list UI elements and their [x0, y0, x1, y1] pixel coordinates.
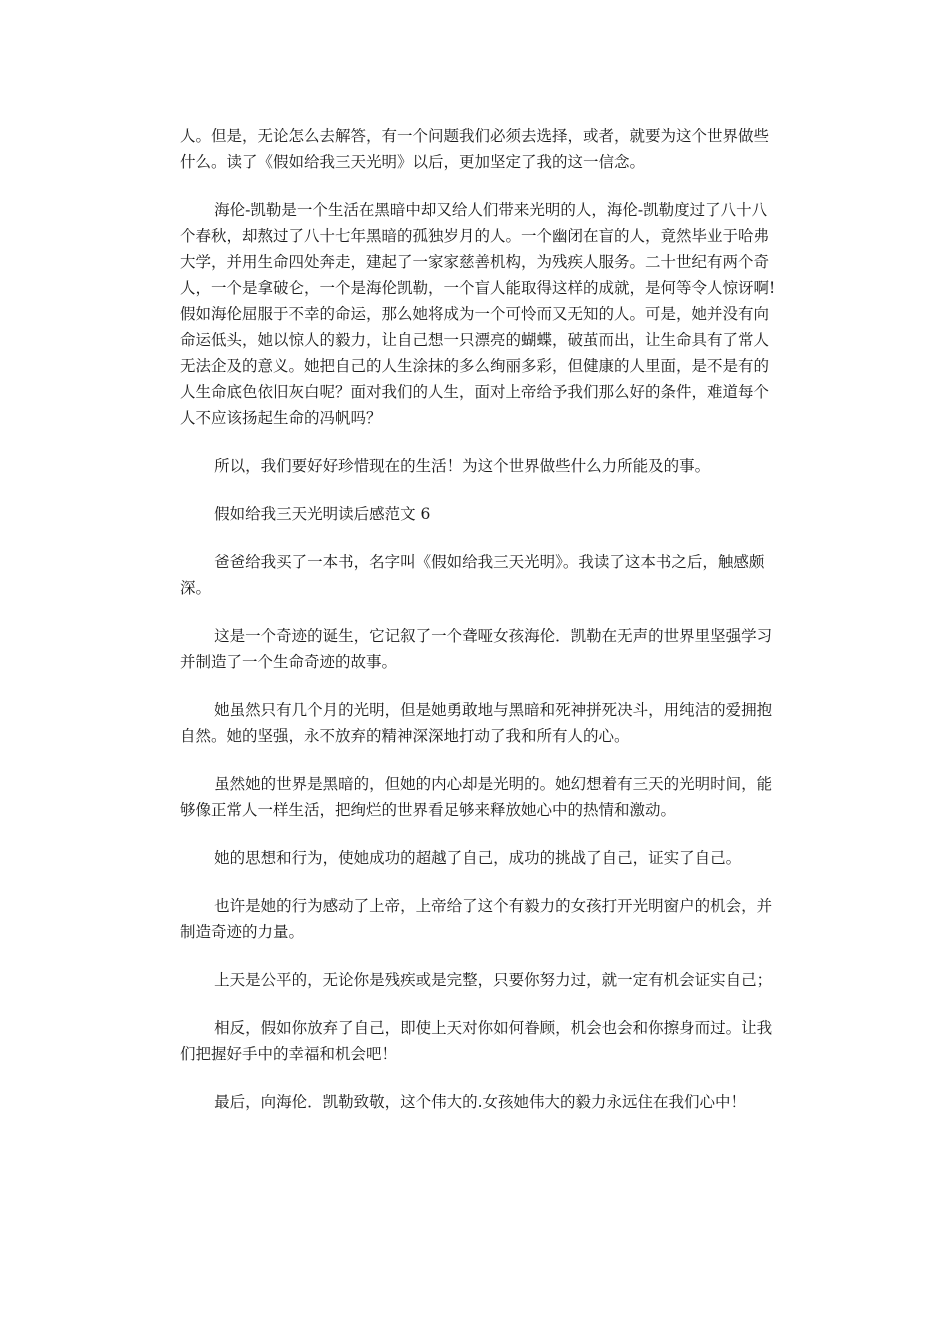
paragraph-8: 虽然她的世界是黑暗的，但她的内心却是光明的。她幻想着有三天的光明时间，能够像正常人一样生活，把绚烂的世界看足够来释放她心中的热情和激动。 [180, 775, 773, 819]
paragraph-2: 海伦-凯勒是一个生活在黑暗中却又给人们带来光明的人，海伦-凯勒度过了八十八个春秋，却熬过了八十七年黑暗的孤独岁月的人。一个幽闭在盲的人，竟然毕业于哈弗大学，并用生命四处奔走，建起了一家家慈善机构，为残疾人服务。二十世纪有两个奇人，一个是拿破仑，一个是海伦凯勒，一个盲人能取得这样的成就，是何等令人惊讶啊!假如海伦屈服于不幸的命运，那么她将成为一个可怜而又无知的人。可是，她并没有向命运低头，她以惊人的毅力，让自己想一只漂亮的蝴蝶，破茧而出，让生命具有了常人无法企及的意义。她把自己的人生涂抹的多么绚丽多彩，但健康的人里面，是不是有的人生命底色依旧灰白呢？面对我们的人生，面对上帝给予我们那么好的条件，难道每个人不应该扬起生命的冯帆吗？ [180, 201, 776, 427]
paragraph-10: 也许是她的行为感动了上帝，上帝给了这个有毅力的女孩打开光明窗户的机会，并制造奇迹的力量。 [180, 897, 773, 941]
paragraph-6: 这是一个奇迹的诞生，它记叙了一个聋哑女孩海伦．凯勒在无声的世界里坚强学习并制造了一个生命奇迹的故事。 [180, 627, 773, 671]
paragraph-13: 最后，向海伦．凯勒致敬，这个伟大的.女孩她伟大的毅力永远住在我们心中！ [214, 1093, 747, 1111]
paragraph-5: 爸爸给我买了一本书，名字叫《假如给我三天光明》。我读了这本书之后，触感颇深。 [180, 553, 765, 597]
paragraph-11: 上天是公平的，无论你是残疾或是完整，只要你努力过，就一定有机会证实自己； [214, 971, 773, 989]
paragraph-7: 她虽然只有几个月的光明，但是她勇敢地与黑暗和死神拼死决斗，用纯洁的爱拥抱自然。她的坚强，永不放弃的精神深深地打动了我和所有人的心。 [180, 701, 773, 745]
section-heading: 假如给我三天光明读后感范文 6 [214, 505, 431, 523]
paragraph-3: 所以，我们要好好珍惜现在的生活！为这个世界做些什么力所能及的事。 [214, 457, 711, 475]
paragraph-1: 人。但是，无论怎么去解答，有一个问题我们必须去选择，或者，就要为这个世界做些什么。读了《假如给我三天光明》以后，更加坚定了我的这一信念。 [180, 127, 770, 171]
paragraph-12: 相反，假如你放弃了自己，即使上天对你如何眷顾，机会也会和你擦身而过。让我们把握好手中的幸福和机会吧！ [180, 1019, 773, 1063]
document-body [180, 123, 780, 1137]
paragraph-9: 她的思想和行为，使她成功的超越了自己，成功的挑战了自己，证实了自己。 [214, 849, 742, 867]
